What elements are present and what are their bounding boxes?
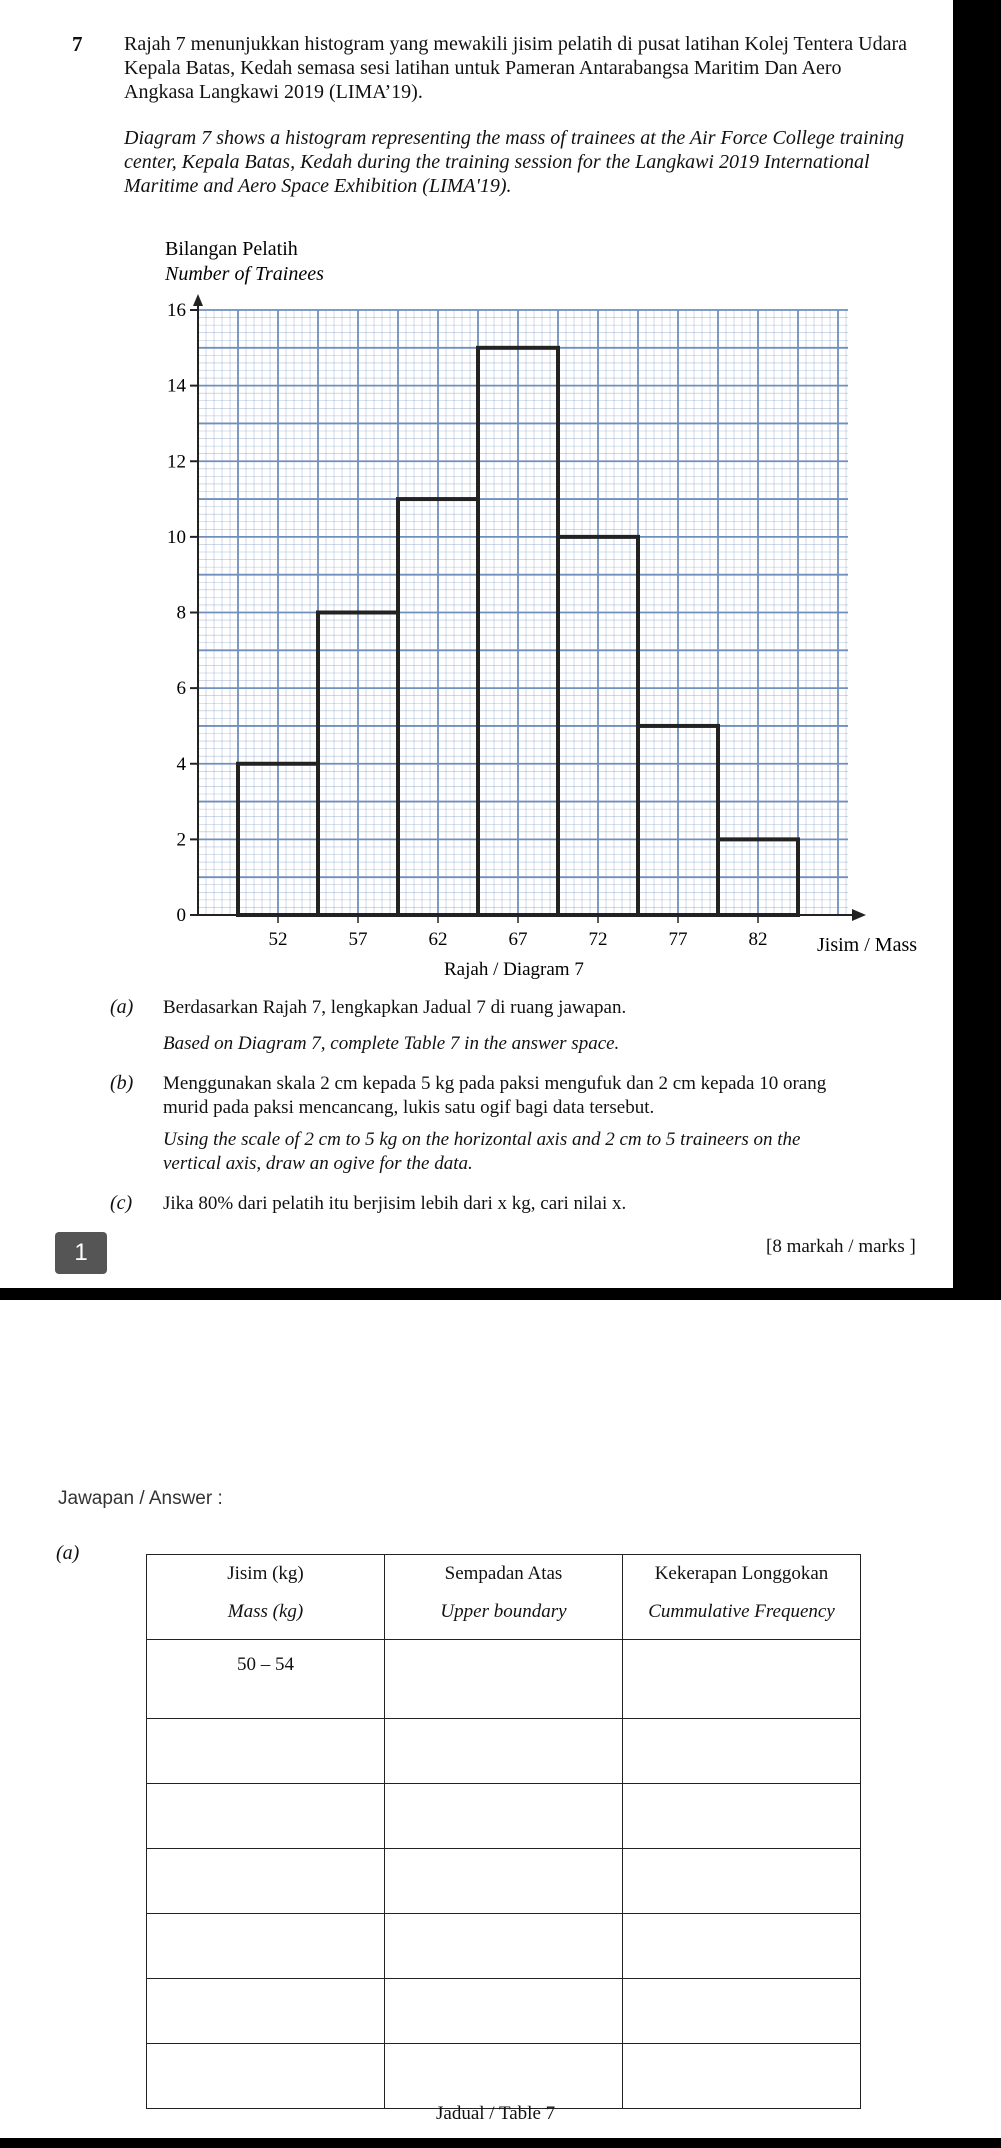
- table-row: [147, 1719, 861, 1784]
- answer-table: [146, 1554, 861, 2109]
- cell-cumulative-frequency[interactable]: [623, 2044, 861, 2109]
- y-axis-label-english: Number of Trainees: [165, 263, 324, 285]
- y-tick-label: 16: [167, 300, 186, 321]
- part-c-label: (c): [110, 1192, 133, 1214]
- x-tick-label: 67: [508, 929, 528, 950]
- cell-upper-boundary[interactable]: [385, 2044, 623, 2109]
- table-row: [147, 1784, 861, 1849]
- table-caption: Jadual / Table 7: [436, 2103, 556, 2124]
- table-row: [147, 1640, 861, 1719]
- x-tick-label: 57: [348, 929, 368, 950]
- header-upper-english: Upper boundary: [440, 1601, 567, 1622]
- answer-heading: Jawapan / Answer :: [58, 1488, 223, 1509]
- cell-cumulative-frequency[interactable]: [623, 1979, 861, 2044]
- y-tick-label: 10: [167, 526, 186, 548]
- part-a-english: Based on Diagram 7, complete Table 7 in the answer space.: [163, 1033, 620, 1054]
- cell-upper-boundary[interactable]: [385, 1849, 623, 1914]
- header-cf-malay: Kekerapan Longgokan: [654, 1563, 829, 1584]
- part-a-malay: Berdasarkan Rajah 7, lengkapkan Jadual 7 di ruang jawapan.: [163, 997, 627, 1018]
- part-b-malay-2: murid pada paksi mencancang, lukis satu ogif bagi data tersebut.: [163, 1097, 655, 1118]
- intro-malay-line-1: Rajah 7 menunjukkan histogram yang mewakili jisim pelatih di pusat latihan Kolej Tentera Udara: [124, 33, 908, 55]
- table-row: [147, 2044, 861, 2109]
- y-tick-label: 4: [176, 753, 186, 775]
- marks-label: [8 markah / marks ]: [766, 1236, 916, 1257]
- x-tick-label: 72: [588, 929, 608, 950]
- table-header-row: [147, 1555, 861, 1640]
- part-b-english-1: Using the scale of 2 cm to 5 kg on the horizontal axis and 2 cm to 5 traineers on the: [163, 1129, 801, 1150]
- part-b-english-2: vertical axis, draw an ogive for the data.: [163, 1153, 473, 1174]
- header-mass-english: Mass (kg): [227, 1601, 304, 1622]
- intro-english-line-1: Diagram 7 shows a histogram representing the mass of trainees at the Air Force College training: [124, 127, 905, 149]
- y-tick-label: 8: [176, 602, 186, 624]
- cell-mass[interactable]: [147, 2044, 385, 2109]
- y-tick-label: 14: [167, 375, 186, 397]
- cell-mass[interactable]: 50 – 54: [147, 1640, 385, 1719]
- cell-upper-boundary[interactable]: [385, 1914, 623, 1979]
- y-tick-label: 2: [176, 829, 186, 851]
- intro-english-line-2: center, Kepala Batas, Kedah during the training session for the Langkawi 2019 International: [124, 151, 870, 173]
- header-upper-boundary: [385, 1555, 623, 1640]
- table-row: [147, 1849, 861, 1914]
- cell-mass[interactable]: [147, 1914, 385, 1979]
- cell-cumulative-frequency[interactable]: [623, 1914, 861, 1979]
- x-tick-label: 52: [268, 929, 288, 950]
- part-c-malay: Jika 80% dari pelatih itu berjisim lebih dari x kg, cari nilai x.: [163, 1193, 627, 1214]
- header-mass: [147, 1555, 385, 1640]
- header-cf-english: Cummulative Frequency: [648, 1601, 835, 1622]
- page-number-badge: 1: [55, 1232, 107, 1274]
- cell-cumulative-frequency[interactable]: [623, 1640, 861, 1719]
- y-tick-label: 12: [167, 451, 186, 473]
- part-a-label: (a): [110, 996, 134, 1018]
- cell-upper-boundary[interactable]: [385, 1640, 623, 1719]
- cell-upper-boundary[interactable]: [385, 1784, 623, 1849]
- y-axis-arrow: [193, 294, 203, 306]
- cell-cumulative-frequency[interactable]: [623, 1849, 861, 1914]
- intro-english-line-3: Maritime and Aero Space Exhibition (LIMA'19).: [124, 175, 512, 197]
- x-axis-label: Jisim / Mass: [817, 934, 918, 956]
- y-tick-label: 6: [176, 678, 186, 700]
- x-tick-label: 82: [748, 929, 768, 950]
- diagram-caption: Rajah / Diagram 7: [444, 959, 584, 980]
- x-tick-label: 62: [428, 929, 448, 950]
- question-number: 7: [72, 32, 83, 56]
- table-row: [147, 1914, 861, 1979]
- header-upper-malay: Sempadan Atas: [444, 1563, 563, 1584]
- cell-mass[interactable]: [147, 1979, 385, 2044]
- part-b-malay-1: Menggunakan skala 2 cm kepada 5 kg pada paksi mengufuk dan 2 cm kepada 10 orang: [163, 1073, 827, 1094]
- header-mass-malay: Jisim (kg): [227, 1563, 304, 1584]
- header-cumulative-frequency: [623, 1555, 861, 1640]
- x-tick-label: 77: [668, 929, 688, 950]
- cell-upper-boundary[interactable]: [385, 1979, 623, 2044]
- cell-mass[interactable]: [147, 1719, 385, 1784]
- cell-upper-boundary[interactable]: [385, 1719, 623, 1784]
- y-axis-label-malay: Bilangan Pelatih: [165, 238, 298, 260]
- histogram-chart: [0, 225, 953, 985]
- cell-mass[interactable]: [147, 1849, 385, 1914]
- cell-cumulative-frequency[interactable]: [623, 1719, 861, 1784]
- intro-malay-line-2: Kepala Batas, Kedah semasa sesi latihan untuk Pameran Antarabangsa Maritim Dan Aero: [124, 57, 842, 79]
- cell-mass[interactable]: [147, 1784, 385, 1849]
- answer-part-label: (a): [56, 1542, 80, 1564]
- table-row: [147, 1979, 861, 2044]
- part-b-label: (b): [110, 1072, 134, 1094]
- y-tick-label: 0: [176, 905, 186, 926]
- intro-malay-line-3: Angkasa Langkawi 2019 (LIMA’19).: [124, 81, 423, 103]
- x-axis-arrow: [852, 909, 866, 921]
- cell-cumulative-frequency[interactable]: [623, 1784, 861, 1849]
